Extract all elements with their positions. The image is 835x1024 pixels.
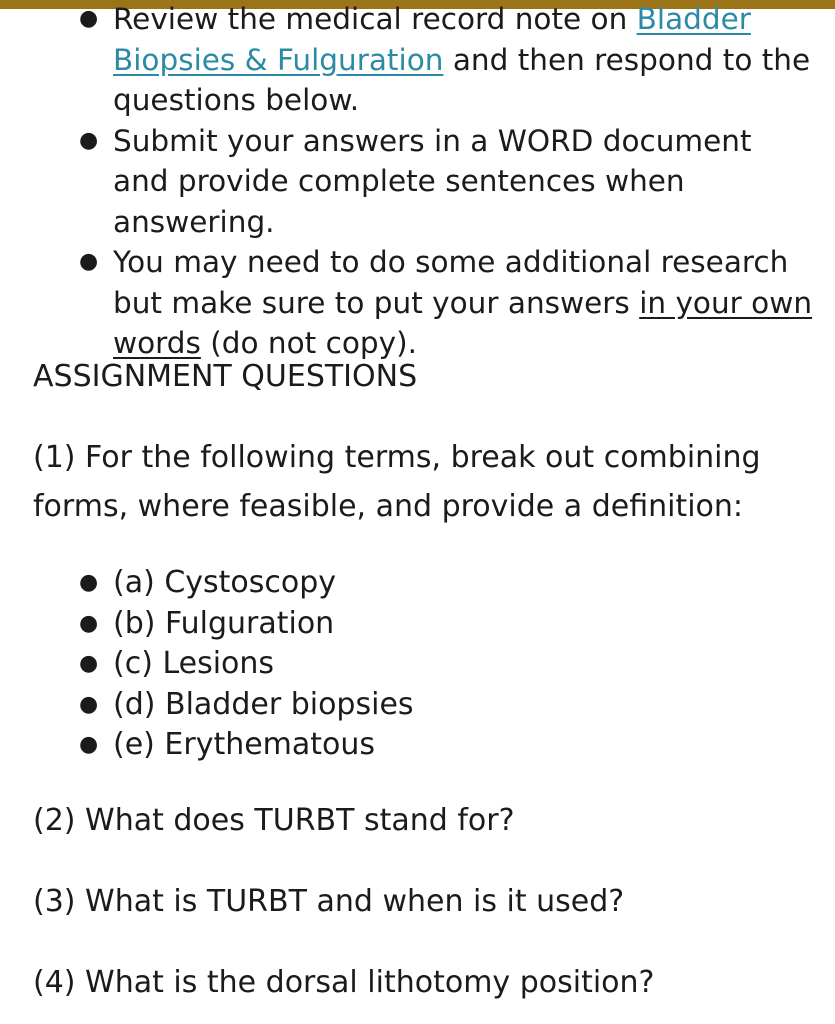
term-item [0, 604, 835, 645]
instruction-text: (do not copy). [200, 326, 417, 360]
question-2: (2) What does TURBT stand for? [33, 803, 515, 838]
bullet-icon: ● [79, 570, 99, 595]
section-heading: ASSIGNMENT QUESTIONS [33, 359, 418, 394]
emphasis-underlined: in your own words [113, 285, 813, 360]
instruction-text: and then respond to the questions below. [113, 42, 811, 117]
bullet-icon: ● [79, 691, 99, 717]
terms-list [0, 563, 835, 766]
term-item [0, 725, 835, 766]
question-4: (4) What is the dorsal lithotomy position? [33, 965, 655, 1000]
instruction-item [0, 121, 835, 243]
bullet-icon: ● [79, 6, 99, 31]
question-3: (3) What is TURBT and when is it used? [33, 884, 625, 919]
instruction-text: Review the medical record note on [113, 2, 637, 36]
bullet-icon: ● [79, 732, 99, 757]
question-1: (1) For the following terms, break out combining forms, where feasible, and provide a definition: [33, 440, 761, 524]
instruction-item [0, 242, 835, 364]
term-text: (a) Cystoscopy [113, 565, 337, 600]
instruction-text: You may need to do some additional research but make sure to put your answers [113, 245, 789, 320]
term-text: (e) Erythematous [113, 727, 376, 762]
bladder-biopsies-link[interactable]: Bladder Biopsies & Fulguration [113, 2, 751, 77]
bullet-icon: ● [79, 249, 99, 274]
bullet-icon: ● [79, 610, 99, 636]
term-text: (d) Bladder biopsies [113, 686, 414, 722]
term-text: (c) Lesions [113, 646, 275, 681]
term-item [0, 685, 835, 726]
instruction-text: Submit your answers in a WORD document and provide complete sentences when answering. [113, 123, 752, 239]
bullet-icon: ● [79, 651, 99, 676]
term-item [0, 563, 835, 604]
term-item [0, 644, 835, 685]
instructions-list [0, 0, 835, 364]
instruction-item [0, 0, 835, 121]
term-text: (b) Fulguration [113, 605, 335, 641]
bullet-icon: ● [79, 127, 99, 153]
